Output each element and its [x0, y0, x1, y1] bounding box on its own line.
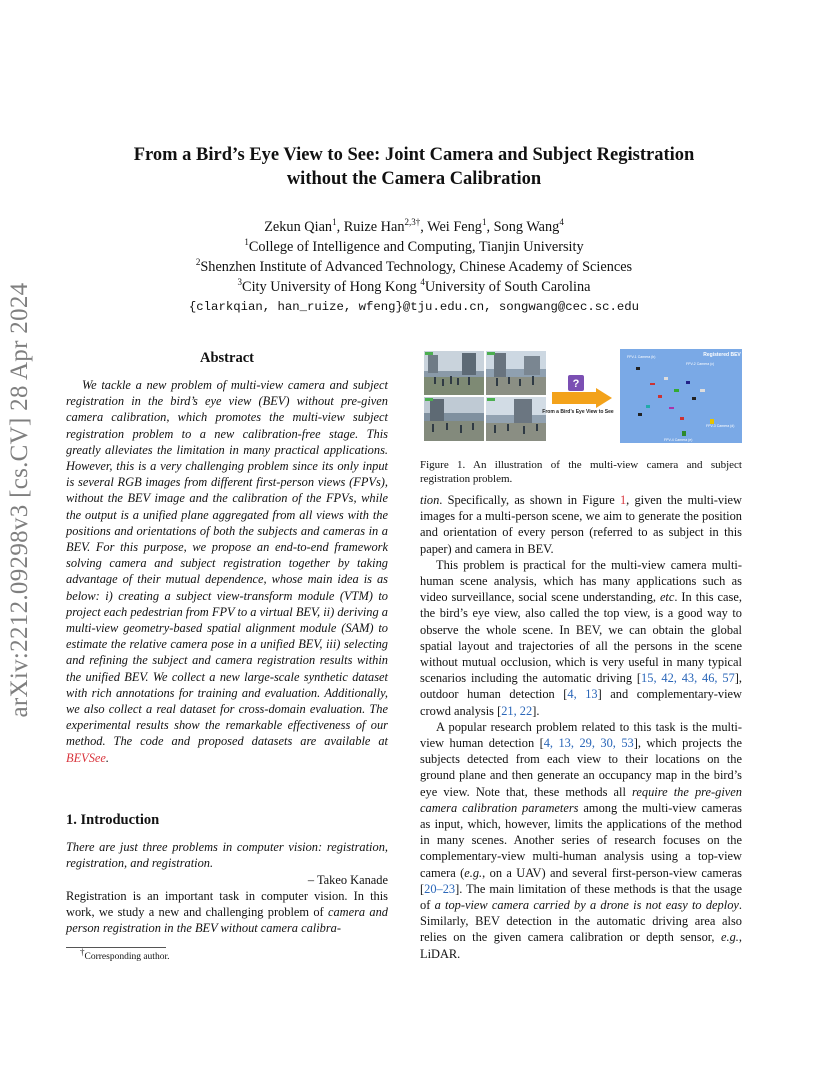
- bev-panel: [620, 349, 742, 443]
- code-link[interactable]: BEVSee: [66, 750, 106, 765]
- footnote: †Corresponding author.: [80, 947, 170, 963]
- citation[interactable]: 21, 22: [501, 703, 533, 718]
- epigraph: There are just three problems in computer vision: registration, registration, and registration.: [66, 840, 388, 871]
- citation[interactable]: 20–23: [424, 881, 456, 896]
- svg-text:FPV-4 Camera (e): FPV-4 Camera (e): [664, 438, 693, 442]
- author-block: [60, 217, 768, 317]
- svg-text:Registered BEV: Registered BEV: [703, 352, 741, 358]
- figure-illustration: [424, 347, 742, 445]
- svg-text:FPV-1 Camera (b): FPV-1 Camera (b): [627, 355, 656, 359]
- svg-text:FPV-2 Camera (c): FPV-2 Camera (c): [686, 362, 715, 366]
- abstract-body: We tackle a new problem of multi-view camera and subject registration in the bird’s eye view (BEV) without pre-given camera calibration, which promotes the multi-view subject registration problem to a new calibration-free stage. This greatly alleviates the limitation in many practical applications. However, this is a very challenging problem since its only input is several RGB images from different first-person views (FPVs), without the BEV image and the calibration of the FPVs, while the output is a unified plane aggregated from all views with the positions and orientations of both the subjects and cameras in a BEV. For this purpose, we propose an end-to-end framework solving camera and subject registration together by taking advantage of their mutual dependence, whose main idea is as below: i) creating a subject view-transform module (VTM) to project each pedestrian from FPV to a virtual BEV, ii) deriving a multi-view geometry-based spatial alignment module (SAM) to estimate the relative camera pose in a unified BEV, iii) selecting and refining the subject and camera registration results within the unified BEV. We collect a new large-scale synthetic dataset with rich annotations for training and evaluation. Additionally, we also collect a real dataset for cross-domain evaluation. The experimental results show the remarkable effectiveness of our method. The code and proposed datasets are available at BEVSee.: [66, 378, 388, 765]
- affiliation-1: $^1$College of Intelligence and Computing, Tianjin University: [244, 237, 584, 255]
- svg-text:?: ?: [572, 378, 580, 390]
- section-heading-introduction: 1. Introduction: [66, 812, 160, 828]
- epigraph-author: – Takeo Kanade: [307, 873, 388, 887]
- right-column-text: tion. Specifically, as shown in Figure 1, given the multi-view images for a multi-person scene, we aim to generate the position and orientation of every person (referred to as subject in this paper) and camera in BEV. This problem is practical for the multi-view camera multi-human scene analysis, which has many applications such as video surveillance, social scene understanding, etc. In this case, the bird’s eye view, also called the top view, is a good way to observe the whole scene. In BEV, we can obtain the global spatial layout and trajectories of all the persons in the scene without mutual occlusion, which is very useful in many typical scenarios including the automatic driving [15, 42, 43, 46, 57], outdoor human detection [4, 13] and complementary-view crowd analysis [21, 22]. A popular research problem related to this task is the multi-view human detection [4, 13, 29, 30, 53], which projects the subjects detected from each view to their locations on the ground plane and then generate an occupancy map in the bird’s eye view. Note that, these methods all require the pre-given camera calibration parameters among the multi-view cameras as input, which, however, limits the applications of the method in many scenes. Another series of research focuses on the complementary-view multi-human analysis using a top-view camera (e.g., on a UAV) and several first-person-view cameras [20–23]. The main limitation of these methods is that the usage of a top-view camera carried by a drone is not easy to deploy. Similarly, BEV detection in the automatic driving area also relies on the given camera calibration or depth sensor, e.g., LiDAR.: [420, 493, 743, 961]
- affiliation-2: $^2$Shenzhen Institute of Advanced Technology, Chinese Academy of Sciences: [195, 257, 633, 275]
- citation[interactable]: 4, 13: [567, 687, 598, 702]
- citation[interactable]: 4, 13, 29, 30, 53: [543, 736, 634, 751]
- figure-caption: Figure 1. An illustration of the multi-view camera and subject registration problem.: [420, 459, 742, 485]
- intro-paragraph: Registration is an important task in computer vision. In this work, we study a new and challenging problem of camera and person registration in the BEV without camera calibra-: [66, 889, 388, 936]
- arrow-label: From a Bird’s Eye View to See: [542, 409, 614, 415]
- arrow-graphic: [542, 375, 614, 415]
- figure-1: [424, 347, 742, 445]
- figure-ref[interactable]: 1: [619, 493, 627, 507]
- citation[interactable]: 15, 42, 43, 46, 57: [641, 671, 735, 686]
- affiliation-3-4: $^3$City University of Hong Kong $^4$University of South Carolina: [237, 277, 591, 295]
- paper-title: From a Bird’s Eye View to See: Joint Camera and Subject Registration without the Camera Calibration: [133, 145, 695, 189]
- fpv-images: [424, 351, 546, 441]
- author-emails: {clarkqian, han_ruize, wfeng}@tju.edu.cn, songwang@cec.sc.edu: [188, 300, 640, 314]
- author-names: Zekun Qian$^1$, Ruize Han$^{2,3\dagger}$, Wei Feng$^1$, Song Wang$^4$: [264, 217, 564, 235]
- svg-text:FPV-3 Camera (d): FPV-3 Camera (d): [706, 424, 735, 428]
- abstract-heading: Abstract: [200, 350, 254, 366]
